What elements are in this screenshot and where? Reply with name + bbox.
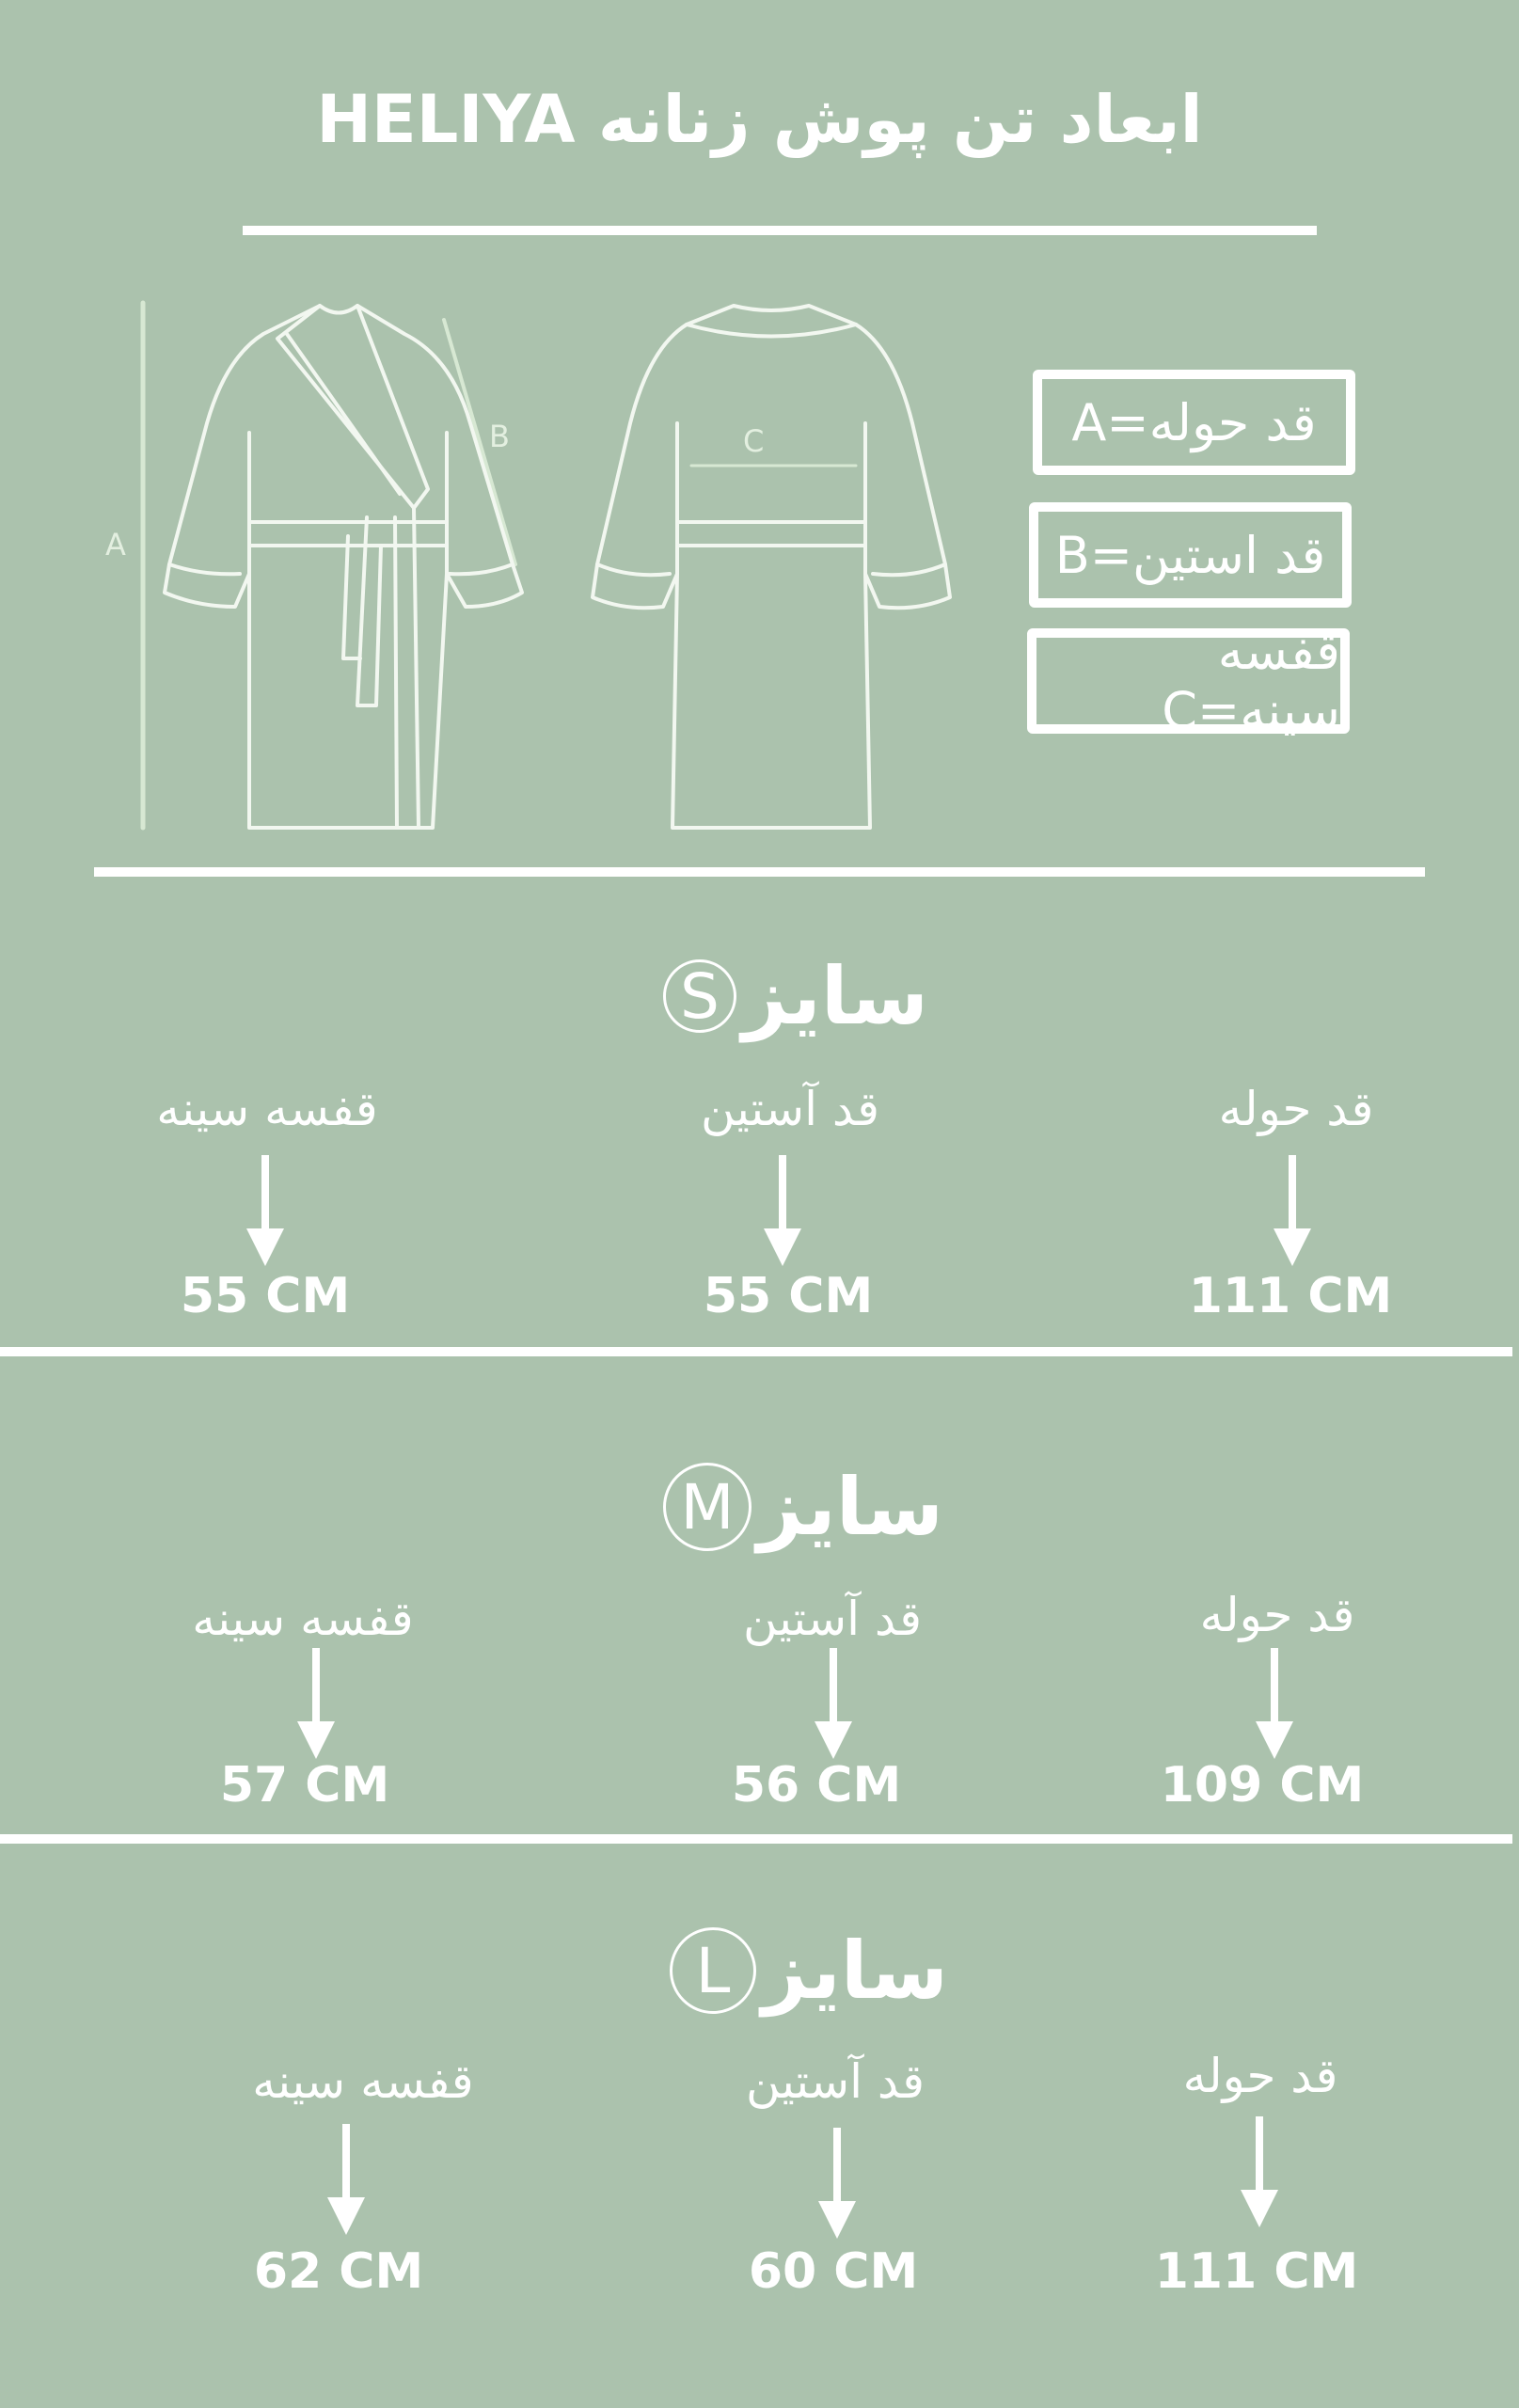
size-l-heading	[670, 1925, 948, 2017]
size-m-letter: M	[663, 1463, 752, 1551]
size-m-sleeve-arrow	[815, 1648, 852, 1761]
front-robe-outline	[165, 306, 522, 828]
size-s-chest-label: قفسه سینه	[156, 1082, 378, 1136]
size-s-heading	[663, 950, 928, 1042]
size-l-length-label: قد حوله	[1182, 2049, 1338, 2103]
size-s-label: سایز	[742, 950, 928, 1042]
legend-c	[1027, 622, 1350, 740]
size-m-sleeve-value: 56 CM	[731, 1757, 902, 1814]
size-s-sleeve-value: 55 CM	[703, 1268, 874, 1324]
size-l-chest-label: قفسه سینه	[252, 2054, 474, 2109]
size-l-length-arrow	[1241, 2116, 1278, 2229]
size-l-sleeve-label: قد آستین	[745, 2054, 926, 2109]
title-divider	[243, 226, 1317, 235]
back-robe-outline	[593, 306, 950, 828]
legend-c-text: قفسه سینه=C	[1162, 622, 1340, 740]
size-l-sleeve-value: 60 CM	[748, 2243, 919, 2300]
size-s-chest-arrow	[246, 1155, 284, 1268]
size-s-letter: S	[663, 959, 736, 1033]
size-m-chest-value: 57 CM	[219, 1757, 390, 1814]
diagram-divider	[94, 867, 1425, 877]
size-m-label: سایز	[757, 1461, 943, 1553]
size-m-length-value: 109 CM	[1160, 1757, 1365, 1814]
size-s-length-value: 111 CM	[1188, 1268, 1393, 1324]
legend-b	[1029, 502, 1352, 608]
label-b: B	[489, 419, 510, 454]
legend-b-text: قد استین=B	[1054, 525, 1326, 585]
size-l-label: سایز	[762, 1925, 948, 2017]
title-brand: HELIYA	[316, 81, 576, 158]
label-c: C	[743, 423, 765, 459]
size-l-length-value: 111 CM	[1154, 2243, 1359, 2300]
legend-a	[1033, 370, 1355, 475]
size-s-divider	[0, 1347, 1512, 1356]
title-text: ابعاد تن پوش زنانه	[597, 81, 1203, 158]
size-m-length-arrow	[1256, 1648, 1293, 1761]
size-s-length-label: قد حوله	[1218, 1082, 1374, 1136]
size-m-sleeve-label: قد آستین	[742, 1592, 923, 1646]
size-m-length-label: قد حوله	[1199, 1588, 1355, 1642]
size-l-letter: L	[670, 1927, 756, 2014]
size-m-divider	[0, 1834, 1512, 1844]
size-s-length-arrow	[1274, 1155, 1311, 1268]
size-m-heading	[663, 1461, 943, 1553]
size-s-sleeve-label: قد آستین	[700, 1082, 880, 1136]
size-l-sleeve-arrow	[818, 2128, 856, 2241]
size-l-chest-arrow	[327, 2124, 365, 2237]
size-l-chest-value: 62 CM	[253, 2243, 424, 2300]
size-m-chest-arrow	[297, 1648, 335, 1761]
page-title	[0, 81, 1519, 158]
size-m-chest-label: قفسه سینه	[192, 1592, 414, 1646]
size-s-chest-value: 55 CM	[180, 1268, 351, 1324]
size-s-sleeve-arrow	[764, 1155, 801, 1268]
legend-a-text: قد حوله=A	[1071, 392, 1317, 452]
label-a: A	[105, 527, 126, 562]
robe-diagram	[94, 282, 941, 847]
